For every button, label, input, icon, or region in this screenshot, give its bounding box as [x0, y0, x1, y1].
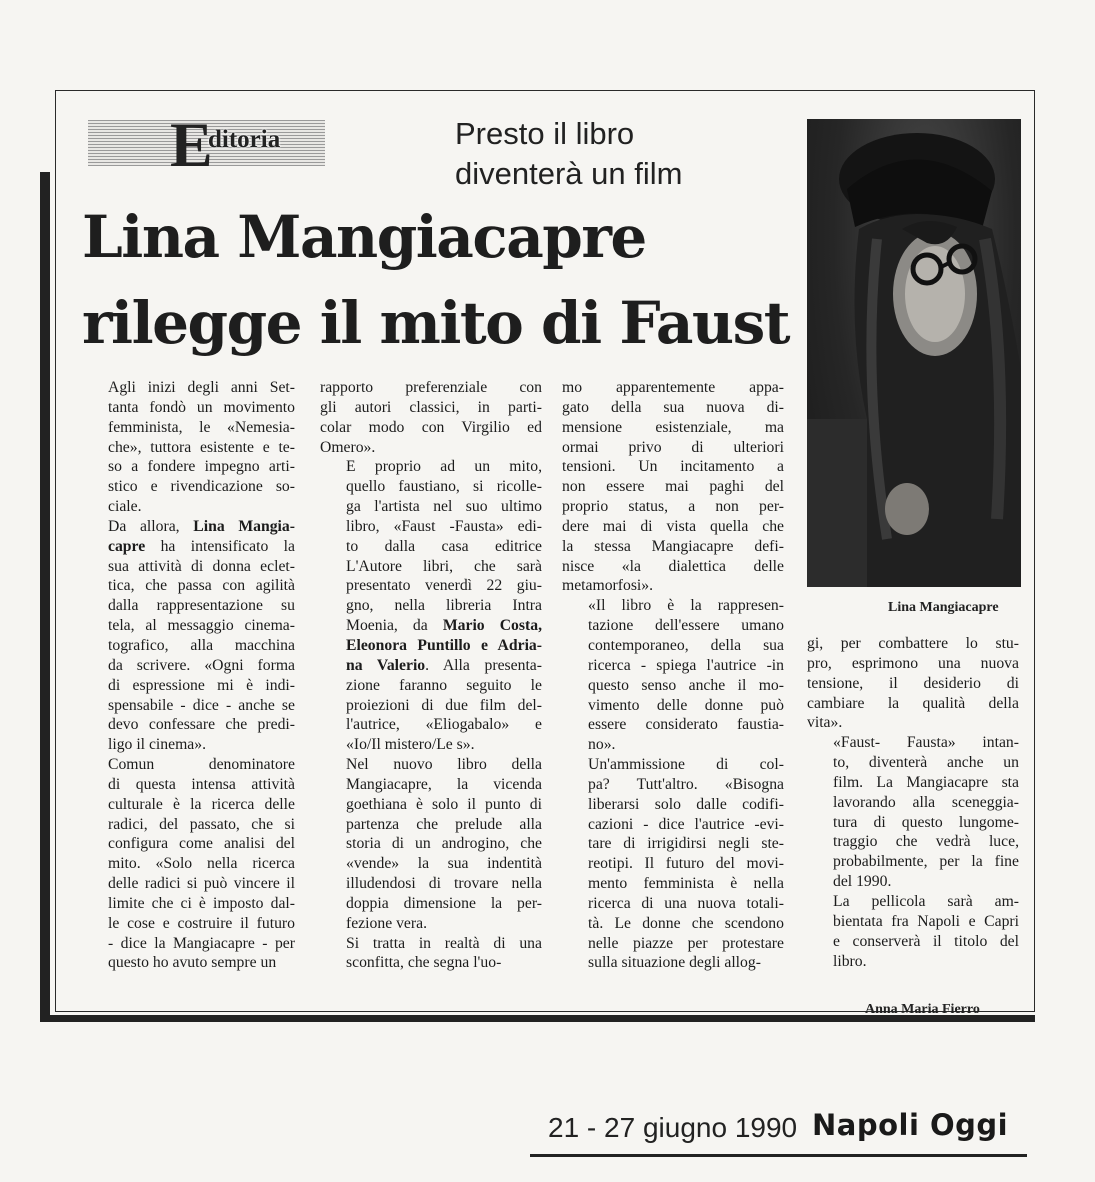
article-text-line: capre ha intensificato la [108, 537, 295, 555]
article-text-line: dere mai di vista quella che [562, 517, 784, 535]
article-text-line: no». [588, 736, 616, 754]
article-text-line: le cose e costruire il futuro [108, 914, 295, 932]
article-text-line: da scrivere. «Ogni forma [108, 656, 295, 674]
article-text-line: mento femminista è nella [588, 875, 784, 893]
article-text-line: tura di questo lungome- [833, 813, 1019, 831]
article-text-line: di questa intensa attività [108, 775, 295, 793]
article-text-line: lavorando alla sceneggia- [833, 793, 1019, 811]
article-text-line: gli autori classici, in parti- [320, 398, 542, 416]
article-paragraph [807, 634, 1019, 733]
article-paragraph [807, 892, 1019, 971]
article-text-line: tà. Le donne che scendono [588, 914, 784, 932]
article-column-4 [807, 634, 1019, 971]
section-kicker-label: ditoria [208, 126, 281, 153]
article-text-line: tensione, il desiderio di [807, 674, 1019, 692]
article-text-line: pa? Tutt'altro. «Bisogna [588, 775, 784, 793]
clipping-shadow-left [40, 172, 50, 1022]
article-text-line: reotipi. Il futuro del movi- [588, 855, 784, 873]
article-text-line: la stessa Mangiacapre defi- [562, 537, 784, 555]
portrait-illustration [807, 119, 1021, 587]
article-text-line: Mangiacapre, la vicenda [346, 775, 542, 793]
article-text-line: Omero». [320, 438, 376, 456]
article-paragraph [82, 755, 295, 973]
article-text-line: illudendosi di trovare nella [346, 875, 542, 893]
article-text-line: vita». [807, 714, 843, 732]
newspaper-name: Napoli Oggi [812, 1108, 1009, 1142]
article-text-line: tica, che passa con agilità [108, 577, 295, 595]
article-text-line: «Io/Il mistero/Le s». [346, 736, 475, 754]
article-text-line: Nel nuovo libro della [346, 756, 542, 774]
article-text-line: delle radici si può vincere il [108, 875, 295, 893]
headline-line-2: rilegge il mito di Faust [82, 289, 790, 357]
article-text-line: essere considerato faustia- [588, 716, 784, 734]
article-text-line: fezione vera. [346, 914, 427, 932]
article-text-line: presentato venerdì 22 giu- [346, 577, 542, 595]
article-text-line: storia di un androgino, che [346, 835, 542, 853]
article-paragraph [320, 934, 542, 974]
article-column-2 [320, 378, 542, 973]
article-text-line: Agli inizi degli anni Set- [108, 379, 295, 396]
article-text-line: di espressione mi è indi- [108, 676, 295, 694]
article-text-line: dalla rappresentazione su [108, 597, 295, 615]
subheadline-line-2: diventerà un film [455, 156, 683, 191]
article-text-line: ricerca di una nuova totali- [588, 894, 784, 912]
article-text-line: che», tuttora esistente e te- [108, 438, 295, 456]
headline-line-1: Lina Mangiacapre [82, 203, 646, 271]
article-text-line: sconfitta, che segna l'uo- [346, 954, 502, 972]
article-text-line: ligo il cinema». [108, 736, 207, 754]
article-text-line: «Il libro è la rappresen- [588, 597, 784, 615]
article-text-line: del 1990. [833, 873, 892, 891]
article-paragraph [807, 733, 1019, 892]
article-paragraph [82, 517, 295, 755]
footer-rule [530, 1154, 1027, 1157]
article-text-line: bientata fra Napoli e Capri [833, 912, 1019, 930]
article-text-line: tazione dell'essere umano [588, 617, 784, 635]
article-text-line: proiezioni di due film del- [346, 696, 542, 714]
article-text-line: ormai privo di ulteriori [562, 438, 784, 456]
article-paragraph [320, 378, 542, 457]
article-text-line: gato della sua nuova di- [562, 398, 784, 416]
article-text-line: goethiana è solo il punto di [346, 795, 542, 813]
article-text-line: La pellicola sarà am- [833, 892, 1019, 910]
article-text-line: ciale. [108, 498, 142, 516]
article-text-line: tensioni. Un incitamento a [562, 458, 784, 476]
article-text-line: mensione esistenziale, ma [562, 418, 784, 436]
subheadline-line-1: Presto il libro [455, 116, 635, 151]
article-text-line: libro, «Faust -Fausta» edi- [346, 517, 542, 535]
article-headline [82, 194, 789, 366]
article-subheadline [455, 114, 682, 194]
article-text-line: non essere mai paghi del [562, 478, 784, 496]
article-byline: Anna Maria Fierro [865, 1002, 980, 1017]
article-text-line: to, diventerà anche un [833, 754, 1019, 772]
article-paragraph [320, 457, 542, 755]
article-paragraph [82, 378, 295, 517]
article-text-line: Comun denominatore [108, 756, 295, 774]
article-text-line: colar modo con Virgilio ed [320, 418, 542, 436]
article-text-line: ga l'artista nel suo ultimo [346, 498, 542, 516]
article-text-line: L'Autore libri, che sarà [346, 557, 542, 575]
article-text-line: nelle piazze per protestare [588, 934, 784, 952]
article-column-1 [82, 378, 295, 973]
article-text-line: rapporto preferenziale con [320, 379, 542, 396]
article-text-line: Eleonora Puntillo e Adria- [346, 636, 542, 654]
article-column-3 [562, 378, 784, 973]
article-text-line: cazioni - dice l'autrice -evi- [588, 815, 784, 833]
article-text-line: Da allora, Lina Mangia- [108, 517, 295, 535]
article-text-line: - dice la Mangiacapre - per [108, 934, 295, 952]
article-text-line: zione faranno seguito le [346, 676, 542, 694]
article-text-line: metamorfosi». [562, 577, 654, 595]
article-text-line: ricerca - spiega l'autrice -in [588, 656, 784, 674]
article-text-line: nisce «la dialettica delle [562, 557, 784, 575]
article-text-line: cambiare la qualità della [807, 694, 1019, 712]
article-text-line: «Faust- Fausta» intan- [833, 734, 1019, 752]
article-text-line: na Valerio. Alla presenta- [346, 656, 542, 674]
article-text-line: probabilmente, per la fine [833, 853, 1019, 871]
article-text-line: film. La Mangiacapre sta [833, 773, 1019, 791]
article-text-line: mito. «Solo nella ricerca [108, 855, 295, 873]
article-paragraph [562, 596, 784, 755]
publication-date: 21 - 27 giugno 1990 [548, 1112, 798, 1143]
article-text-line: limite che ci è imposto dal- [108, 894, 295, 912]
article-text-line: questo ho avuto sempre un [108, 954, 277, 972]
article-text-line: radici, del passato, che si [108, 815, 295, 833]
article-text-line: stico e rivendicazione so- [108, 478, 295, 496]
photo-caption: Lina Mangiacapre [888, 600, 999, 615]
article-text-line: contemporaneo, della sua [588, 636, 784, 654]
article-text-line: partenza che prelude alla [346, 815, 542, 833]
article-text-line: mo apparentemente appa- [562, 379, 784, 396]
article-text-line: sua attività di donna eclet- [108, 557, 295, 575]
article-text-line: doppia dimensione la per- [346, 894, 542, 912]
article-paragraph [562, 378, 784, 596]
article-text-line: Si tratta in realtà di una [346, 934, 542, 952]
article-text-line: libro. [833, 952, 867, 970]
article-paragraph [320, 755, 542, 934]
article-text-line: Un'ammissione di col- [588, 756, 784, 774]
article-text-line: tela, al messaggio cinema- [108, 617, 295, 635]
article-text-line: tanta fondò un movimento [108, 398, 295, 416]
article-text-line: culturale è la ricerca delle [108, 795, 295, 813]
article-text-line: Moenia, da Mario Costa, [346, 617, 542, 635]
article-text-line: e conserverà il titolo del [833, 932, 1019, 950]
article-text-line: «vende» la sua indentità [346, 855, 542, 873]
section-kicker-initial: E [170, 109, 213, 180]
article-text-line: tografico, alla macchina [108, 636, 295, 654]
article-text-line: traggio che vedrà luce, [833, 833, 1019, 851]
article-text-line: so a fondere impegno arti- [108, 458, 295, 476]
article-text-line: to dalla casa editrice [346, 537, 542, 555]
article-text-line: devo confessare che predi- [108, 716, 295, 734]
article-text-line: gi, per combattere lo stu- [807, 635, 1019, 652]
article-text-line: femminista, le «Nemesia- [108, 418, 295, 436]
article-text-line: questo senso anche il mo- [588, 676, 784, 694]
article-text-line: liberarsi solo dalle codifi- [588, 795, 784, 813]
article-text-line: quello faustiano, si ricolle- [346, 478, 542, 496]
article-text-line: l'autrice, «Eliogabalo» e [346, 716, 542, 734]
author-portrait-photo [807, 119, 1021, 587]
article-text-line: configura come analisi del [108, 835, 295, 853]
article-text-line: vimento delle donne può [588, 696, 784, 714]
article-text-line: pro, esprimono una nuova [807, 654, 1019, 672]
article-text-line: sulla situazione degli allog- [588, 954, 761, 972]
article-text-line: gno, nella libreria Intra [346, 597, 542, 615]
article-text-line: proprio status, a non per- [562, 498, 784, 516]
article-text-line: tare di irrigidirsi negli ste- [588, 835, 784, 853]
article-paragraph [562, 755, 784, 973]
article-text-line: spensabile - dice - anche se [108, 696, 295, 714]
article-text-line: E proprio ad un mito, [346, 458, 542, 476]
